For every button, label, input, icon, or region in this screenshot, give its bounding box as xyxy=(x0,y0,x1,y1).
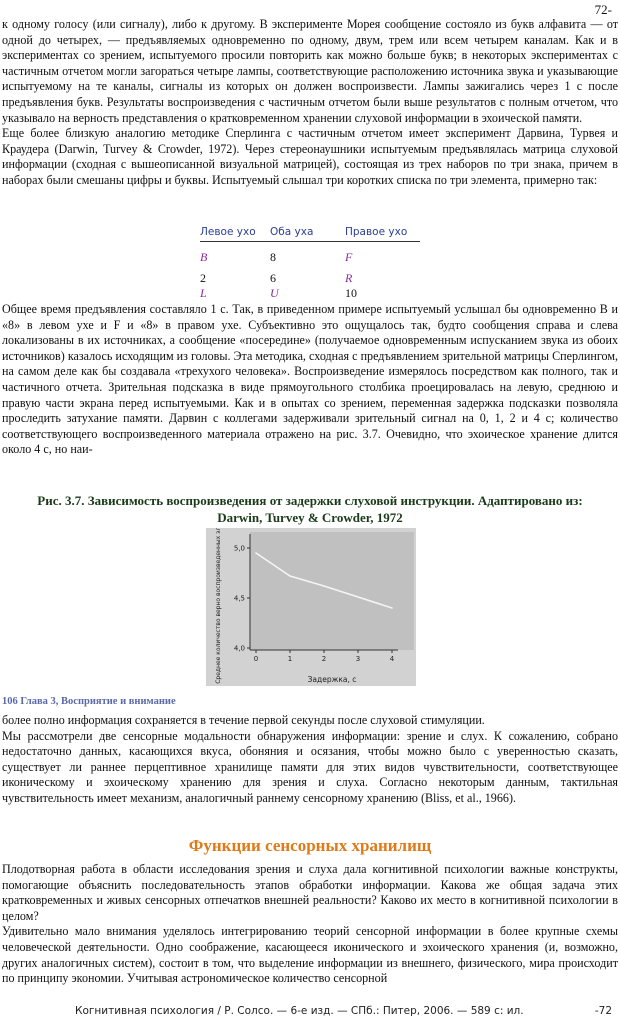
x-tick-label: 4 xyxy=(389,655,395,663)
figure-caption xyxy=(0,492,620,526)
table-cell: B xyxy=(200,250,208,264)
x-tick-label: 2 xyxy=(321,655,327,663)
figure-chart xyxy=(206,528,416,686)
table-row xyxy=(200,271,420,286)
paragraph: более полно информация сохраняется в течение первой секунды после слуховой стимуляции. xyxy=(2,713,485,727)
table-row xyxy=(200,286,420,301)
figure-caption-line: Рис. 3.7. Зависимость воспроизведения от задержки слуховой инструкции. Адаптировано из: xyxy=(37,493,583,508)
y-tick-label: 5,0 xyxy=(233,544,245,553)
ear-table-wrap xyxy=(200,226,420,301)
x-tick-label: 0 xyxy=(253,655,259,663)
paragraph: Еще более близкую аналогию методике Сперлинга с частичным отчетом имеет эксперимент Дарвина, Турвея и Краудера (Darwin, Turvey & Crowder, 1972). Через стереонаушники испытуемым предъявлялась матрица слуховой информации (сходная с вышеописанной визуальной матрицей), состоящая из трех наборов по три знака, причем в наборах были смешаны цифры и буквы. Испытуемый слышал три коротких списка по три элемента, примерно так: xyxy=(2,126,618,187)
paragraph: Удивительно мало внимания уделялось интегрированию теорий сенсорной информации в более крупные схемы человеческой деятельности. Одно соображение, касающееся иконического и эхоического хранения (и, возможно, других аналогичных систем), состоит в том, что выделение информации из внешнего, физического, мира происходит по принципу экономии. Учитывая астрономическое количество сенсорной xyxy=(2,924,618,986)
table-cell: 2 xyxy=(200,271,206,285)
section-title: Функции сенсорных хранилищ xyxy=(188,836,432,855)
footer-page-number: -72 xyxy=(594,1005,612,1017)
x-axis-label: Задержка, с xyxy=(307,675,357,684)
text-block-after-table xyxy=(0,302,620,458)
table-cell: 10 xyxy=(345,286,357,300)
y-tick-label: 4,5 xyxy=(233,594,245,603)
x-tick-label: 3 xyxy=(355,655,361,663)
table-cell: L xyxy=(200,286,207,300)
footer-citation: Когнитивная психология / Р. Солсо. — 6-е изд. — СПб.: Питер, 2006. — 589 с: ил. xyxy=(75,1005,524,1017)
data-point xyxy=(289,575,291,577)
page-number-top: 72- xyxy=(594,2,612,17)
plot-area xyxy=(250,532,414,650)
y-tick-label: 4,0 xyxy=(233,644,245,653)
data-point xyxy=(391,607,393,609)
table-cell: F xyxy=(345,250,353,264)
data-point xyxy=(323,585,325,587)
table-cell: R xyxy=(345,271,353,285)
table-cell: U xyxy=(270,286,279,300)
paragraph: Плодотворная работа в области исследования зрения и слуха дала когнитивной психологии важные конструкты, помогающие объяснить последовательность этапов обработки информации. Какова же общая задача этих кратковременных и живых сенсорных отпечатков внешней реальности? Каково их место в когнитивной психологии в целом? xyxy=(2,862,618,923)
table-cell: 8 xyxy=(270,250,276,264)
paragraph: Общее время предъявления составляло 1 с. Так, в приведенном примере испытуемый услышал бы одновременно B и «8» в левом ухе и F и «8» в правом ухе. Субъективно это ощущалось так, будто сообщения справа и слева локализованы в их источниках, а сообщение «посередине» (получаемое одновременным испусканием звука из обоих источников) казалось исходящим из головы. Эта методика, сходная с предъявлением зрительной матрицы Сперлингом, на самом деле как бы создавала «трехухого человека». Воспроизведение измерялось посредством как полного, так и частичного отчета. Зрительная подсказка в виде прямоугольного столбика проецировалась на левую, среднюю и правую части экрана перед испытуемыми. Как и в опытах со зрением, переменная задержка подсказки позволяла проследить затухание памяти. Дарвин с коллегами задерживали зрительный сигнал на 0, 1, 2 и 4 с; количество соответствующего воспроизведенного материала отражено на рис. 3.7. Очевидно, что эхоическое хранение длится около 4 с, но наи- xyxy=(2,302,618,457)
text-block-section xyxy=(0,862,620,987)
data-point xyxy=(255,552,257,554)
paragraph: Мы рассмотрели две сенсорные модальности обнаружения информации: зрение и слух. К сожалению, собрано недостаточно данных, касающихся вкуса, обоняния и осязания, чтобы можно было с уверенностью сказать, существует ли раннее перцептивное хранилище памяти для этих видов чувствительности, соответствующее иконическому и эхоическому хранению для зрения и слуха. Согласно некоторым данным, тактильная чувствительность имеет механизм, аналогичный раннему сенсорному хранению (Bliss, et al., 1966). xyxy=(2,728,618,805)
x-tick-label: 1 xyxy=(287,655,293,663)
table-header: Оба уха xyxy=(270,226,345,242)
y-axis-label: Среднее количество верно воспроизведенных элементов xyxy=(215,528,222,684)
table-row xyxy=(200,250,420,265)
running-head: 106 Глава 3, Восприятие и внимание xyxy=(2,696,176,707)
text-block-top xyxy=(0,17,620,189)
table-cell: 6 xyxy=(270,271,276,285)
figure-caption-line: Darwin, Turvey & Crowder, 1972 xyxy=(217,510,403,525)
paragraph: к одному голосу (или сигналу), либо к другому. В эксперименте Морея сообщение состояло из букв алфавита — от одной до четырех, — предъявляемых одновременно по одному, двум, трем или всем четырем каналам. Как и в экспериментах со зрением, испытуемого просили повторить как можно больше букв; в некоторых экспериментах с частичным отчетом могли загораться четыре лампы, соответствующие расположению источника звука и указывающие испытуемому на те каналы, сигналы из которых он должен воспроизвести. Лампы зажигались через 1 с после предъявления букв. Результаты воспроизведения с частичным отчетом были выше результатов с полным отчетом, что указывало на верность представления о кратковременном хранении слуховой информации в эхоической памяти. xyxy=(2,17,618,125)
table-header: Левое ухо xyxy=(200,226,270,242)
chart-svg xyxy=(206,528,416,686)
ear-table xyxy=(200,226,420,301)
table-header: Правое ухо xyxy=(345,226,420,242)
text-block-bottom xyxy=(0,713,620,807)
